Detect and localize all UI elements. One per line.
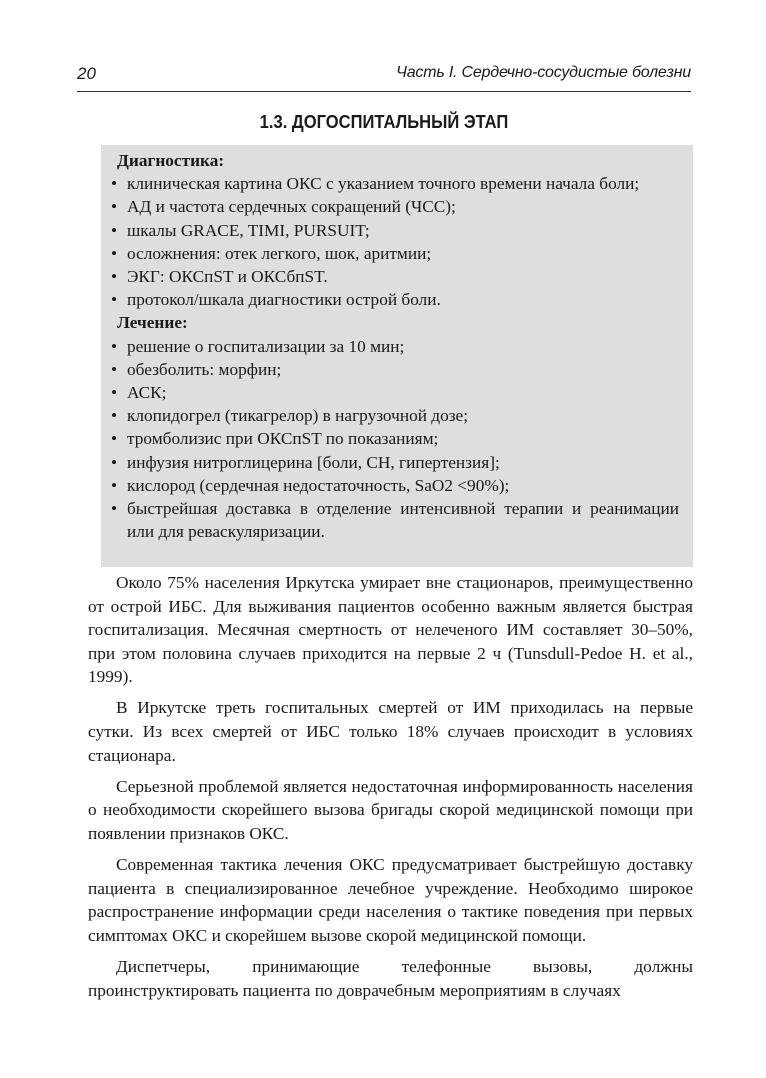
bullet-icon: •	[111, 220, 118, 240]
bullet-icon: •	[111, 267, 118, 287]
list-item-text: осложнения: отек легкого, шок, аритмии;	[127, 243, 432, 263]
list-item	[111, 451, 679, 474]
bullet-icon: •	[111, 336, 118, 356]
paragraph: Серьезной проблемой является недостаточная информированность населения о необходимости скорейшего вызова бригады скорой медицинской помощи при появлении признаков ОКС.	[88, 776, 693, 843]
bullet-icon: •	[111, 383, 118, 403]
section-title: 1.3. ДОГОСПИТАЛЬНЫЙ ЭТАП	[259, 112, 509, 132]
bullet-icon: •	[111, 429, 118, 449]
bullet-icon: •	[111, 243, 118, 263]
list-item-text: решение о госпитализации за 10 мин;	[127, 336, 405, 356]
bullet-icon: •	[111, 290, 118, 310]
diagnostics-heading: Диагностика:	[117, 151, 225, 170]
paragraph: В Иркутске треть госпитальных смертей от ИМ приходилась на первые сутки. Из всех смертей от ИБС только 18% случаев происходит в условиях стационара.	[88, 698, 693, 765]
bullet-icon: •	[111, 452, 118, 472]
list-item	[111, 219, 679, 242]
list-item	[111, 497, 679, 543]
list-item-text: шкалы GRACE, TIMI, PURSUIT;	[127, 220, 370, 240]
list-item-text: кислород (сердечная недостаточность, SaO2 <90%);	[127, 475, 510, 495]
list-item-text: быстрейшая доставка в отделение интенсивной терапии и реанимации или для реваскуляризации.	[127, 499, 679, 542]
bullet-icon: •	[111, 197, 118, 217]
bullet-icon: •	[111, 499, 118, 519]
bullet-icon: •	[111, 475, 118, 495]
list-item-text: инфузия нитроглицерина [боли, СН, гипертензия];	[127, 452, 500, 472]
list-item	[111, 242, 679, 265]
paragraph: Современная тактика лечения ОКС предусматривает быстрейшую доставку пациента в специализированное лечебное учреждение. Необходимо широкое распространение информации среди населения о тактике поведения при первых симптомах ОКС и скорейшем вызове скорой медицинской помощи.	[88, 855, 693, 945]
list-item	[111, 335, 679, 358]
list-item-text: протокол/шкала диагностики острой боли.	[127, 290, 441, 310]
body-text	[88, 571, 693, 1010]
list-item	[111, 358, 679, 381]
running-title: Часть I. Сердечно-сосудистые болезни	[396, 64, 691, 81]
list-item	[111, 288, 679, 311]
paragraph: Диспетчеры, принимающие телефонные вызовы, должны проинструктировать пациента по доврачебным мероприятиям в случаях	[88, 956, 693, 1000]
header-divider	[77, 91, 691, 92]
page-number: 20	[77, 64, 96, 83]
treatment-heading: Лечение:	[117, 313, 188, 333]
bullet-icon: •	[111, 406, 118, 426]
treatment-list	[111, 335, 679, 544]
list-item	[111, 427, 679, 450]
list-item-text: клиническая картина ОКС с указанием точного времени начала боли;	[127, 174, 640, 194]
list-item	[111, 172, 679, 195]
list-item	[111, 404, 679, 427]
list-item	[111, 381, 679, 404]
diagnostics-list	[111, 172, 679, 311]
list-item	[111, 474, 679, 497]
list-item-text: ЭКГ: ОКСпST и ОКСбпST.	[127, 267, 328, 287]
list-item-text: клопидогрел (тикагрелор) в нагрузочной дозе;	[127, 406, 469, 426]
paragraph: Около 75% населения Иркутска умирает вне стационаров, преимущественно от острой ИБС. Для выживания пациентов особенно важным является быстрая госпитализация. Месячная смертность от нелеченого ИМ составляет 30–50%, при этом половина случаев приходится на первые 2 ч (Tunsdull-Pedoe H. et al., 1999).	[88, 573, 693, 687]
list-item	[111, 265, 679, 288]
bullet-icon: •	[111, 174, 118, 194]
list-item-text: АД и частота сердечных сокращений (ЧСС);	[127, 197, 456, 217]
list-item-text: тромболизис при ОКСпST по показаниям;	[127, 429, 439, 449]
summary-box	[101, 145, 693, 567]
list-item-text: АСК;	[127, 383, 167, 403]
bullet-icon: •	[111, 359, 118, 379]
list-item-text: обезболить: морфин;	[127, 359, 282, 379]
list-item	[111, 195, 679, 218]
